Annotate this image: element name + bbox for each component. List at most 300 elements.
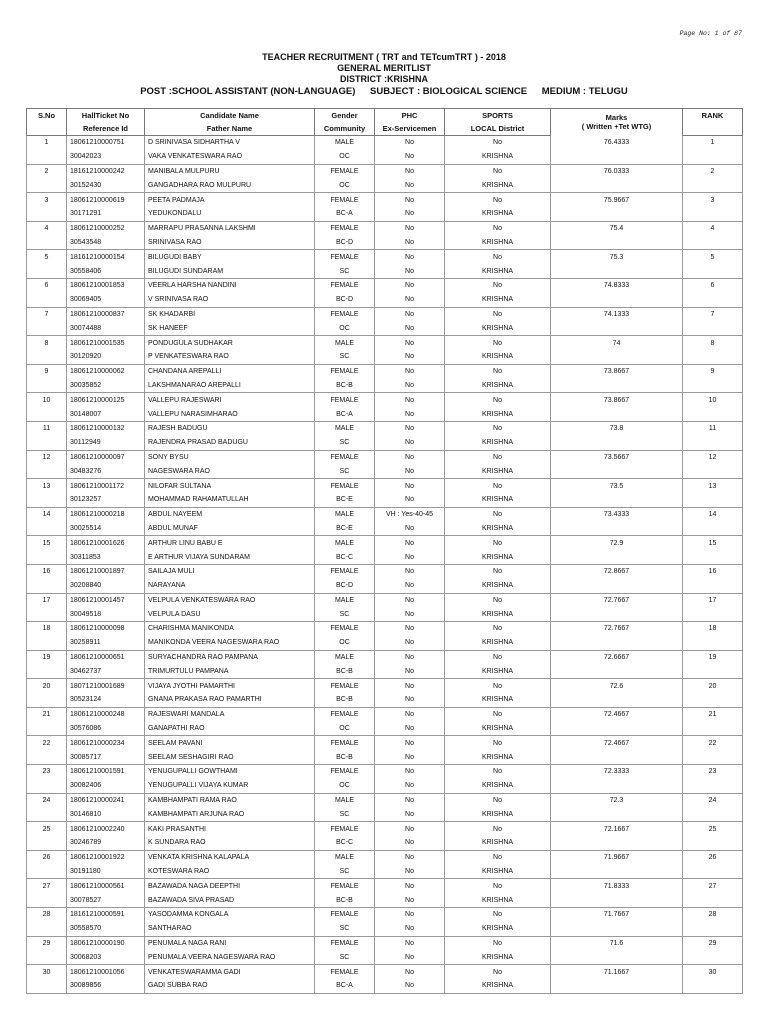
gender: FEMALE	[315, 879, 375, 893]
phc-status: No	[375, 364, 445, 378]
serial-number: 26	[27, 850, 67, 864]
ex-servicemen-status: No	[375, 664, 445, 678]
marks-blank	[551, 379, 683, 393]
ex-servicemen-status: No	[375, 865, 445, 879]
list-title: GENERAL MERITLIST	[337, 63, 431, 73]
reference-id: 30049518	[67, 607, 145, 621]
reference-id: 30576086	[67, 722, 145, 736]
table-row	[27, 593, 743, 607]
rank-blank	[683, 722, 743, 736]
table-row	[27, 822, 743, 836]
local-district: KRISHNA	[445, 464, 551, 478]
table-row	[27, 193, 743, 207]
rank: 22	[683, 736, 743, 750]
table-row	[27, 364, 743, 378]
ex-servicemen-status: No	[375, 150, 445, 164]
hall-ticket-number: 18061210000837	[67, 307, 145, 321]
marks-blank	[551, 550, 683, 564]
ex-servicemen-status: No	[375, 950, 445, 964]
father-name: E ARTHUR VIJAYA SUNDARAM	[145, 550, 315, 564]
hall-ticket-number: 18061210001591	[67, 765, 145, 779]
hall-ticket-number: 18161210000154	[67, 250, 145, 264]
gender: FEMALE	[315, 622, 375, 636]
reference-id: 30082406	[67, 779, 145, 793]
table-row-detail	[27, 207, 743, 221]
marks-blank	[551, 836, 683, 850]
hall-ticket-number: 18061210000234	[67, 736, 145, 750]
community: OC	[315, 150, 375, 164]
reference-id: 30148007	[67, 407, 145, 421]
marks-blank	[551, 236, 683, 250]
table-row	[27, 450, 743, 464]
father-name: KOTESWARA RAO	[145, 865, 315, 879]
community: BC-B	[315, 893, 375, 907]
sports-status: No	[445, 965, 551, 979]
table-row	[27, 793, 743, 807]
serial-number: 4	[27, 221, 67, 235]
community: SC	[315, 464, 375, 478]
table-row-detail	[27, 750, 743, 764]
col-blank	[27, 122, 67, 136]
phc-status: No	[375, 850, 445, 864]
gender: FEMALE	[315, 307, 375, 321]
father-name: K SUNDARA RAO	[145, 836, 315, 850]
community: SC	[315, 436, 375, 450]
phc-status: No	[375, 707, 445, 721]
serial-blank	[27, 207, 67, 221]
sports-status: No	[445, 936, 551, 950]
rank: 18	[683, 622, 743, 636]
gender: FEMALE	[315, 908, 375, 922]
col-phc: PHC	[375, 109, 445, 123]
rank-blank	[683, 436, 743, 450]
hall-ticket-number: 18161210000591	[67, 908, 145, 922]
rank: 23	[683, 765, 743, 779]
father-name: VALLEPU NARASIMHARAO	[145, 407, 315, 421]
marks: 72.8667	[551, 564, 683, 578]
ex-servicemen-status: No	[375, 579, 445, 593]
table-row	[27, 536, 743, 550]
local-district: KRISHNA	[445, 350, 551, 364]
local-district: KRISHNA	[445, 636, 551, 650]
ex-servicemen-status: No	[375, 350, 445, 364]
hall-ticket-number: 18061210000062	[67, 364, 145, 378]
father-name: P VENKATESWARA RAO	[145, 350, 315, 364]
candidate-name: ARTHUR LINU BABU E	[145, 536, 315, 550]
phc-status: No	[375, 564, 445, 578]
table-row	[27, 650, 743, 664]
gender: MALE	[315, 850, 375, 864]
rank: 13	[683, 479, 743, 493]
community: SC	[315, 950, 375, 964]
ex-servicemen-status: No	[375, 321, 445, 335]
serial-blank	[27, 693, 67, 707]
candidate-name: VIJAYA JYOTHI PAMARTHI	[145, 679, 315, 693]
serial-blank	[27, 865, 67, 879]
gender: FEMALE	[315, 965, 375, 979]
marks: 73.8667	[551, 393, 683, 407]
rank: 3	[683, 193, 743, 207]
sports-status: No	[445, 908, 551, 922]
table-row	[27, 908, 743, 922]
community: SC	[315, 264, 375, 278]
rank-blank	[683, 236, 743, 250]
community: BC-A	[315, 207, 375, 221]
phc-status: VH : Yes-40-45	[375, 507, 445, 521]
marks-blank	[551, 321, 683, 335]
subject-label: SUBJECT : BIOLOGICAL SCIENCE	[370, 86, 528, 97]
rank-blank	[683, 807, 743, 821]
table-row	[27, 164, 743, 178]
father-name: GADI SUBBA RAO	[145, 979, 315, 993]
table-row-detail	[27, 350, 743, 364]
serial-blank	[27, 264, 67, 278]
gender: FEMALE	[315, 193, 375, 207]
community: BC-A	[315, 979, 375, 993]
phc-status: No	[375, 765, 445, 779]
reference-id: 30035852	[67, 379, 145, 393]
ex-servicemen-status: No	[375, 264, 445, 278]
father-name: SK HANEEF	[145, 321, 315, 335]
local-district: KRISHNA	[445, 750, 551, 764]
serial-number: 25	[27, 822, 67, 836]
table-row	[27, 421, 743, 435]
sports-status: No	[445, 136, 551, 150]
marks-blank	[551, 779, 683, 793]
local-district: KRISHNA	[445, 150, 551, 164]
col-marks	[551, 109, 683, 136]
local-district: KRISHNA	[445, 493, 551, 507]
table-row-detail	[27, 664, 743, 678]
father-name: PENUMALA VEERA NAGESWARA RAO	[145, 950, 315, 964]
sports-status: No	[445, 250, 551, 264]
father-name: YEDUKONDALU	[145, 207, 315, 221]
table-row	[27, 936, 743, 950]
serial-blank	[27, 922, 67, 936]
hall-ticket-number: 18061210000097	[67, 450, 145, 464]
sports-status: No	[445, 793, 551, 807]
gender: FEMALE	[315, 707, 375, 721]
sports-status: No	[445, 507, 551, 521]
rank: 5	[683, 250, 743, 264]
sports-status: No	[445, 765, 551, 779]
candidate-name: D SRINIVASA SIDHARTHA V	[145, 136, 315, 150]
rank-blank	[683, 922, 743, 936]
phc-status: No	[375, 278, 445, 292]
candidate-name: RAJESH BADUGU	[145, 421, 315, 435]
marks: 75.3	[551, 250, 683, 264]
serial-number: 5	[27, 250, 67, 264]
serial-blank	[27, 293, 67, 307]
gender: FEMALE	[315, 221, 375, 235]
gender: FEMALE	[315, 393, 375, 407]
local-district: KRISHNA	[445, 522, 551, 536]
rank-blank	[683, 264, 743, 278]
father-name: ABDUL MUNAF	[145, 522, 315, 536]
serial-number: 2	[27, 164, 67, 178]
hall-ticket-number: 18061210000561	[67, 879, 145, 893]
rank-blank	[683, 636, 743, 650]
marks: 72.1667	[551, 822, 683, 836]
reference-id: 30462737	[67, 664, 145, 678]
marks-blank	[551, 807, 683, 821]
local-district: KRISHNA	[445, 264, 551, 278]
hall-ticket-number: 18061210001172	[67, 479, 145, 493]
rank: 16	[683, 564, 743, 578]
serial-blank	[27, 493, 67, 507]
reference-id: 30042023	[67, 150, 145, 164]
sports-status: No	[445, 336, 551, 350]
candidate-name: VELPULA VENKATESWARA RAO	[145, 593, 315, 607]
local-district: KRISHNA	[445, 722, 551, 736]
serial-blank	[27, 350, 67, 364]
gender: MALE	[315, 421, 375, 435]
serial-blank	[27, 550, 67, 564]
reference-id: 30089856	[67, 979, 145, 993]
document-header	[0, 52, 768, 97]
gender: FEMALE	[315, 250, 375, 264]
gender: MALE	[315, 650, 375, 664]
reference-id: 30025514	[67, 522, 145, 536]
marks: 72.7667	[551, 622, 683, 636]
local-district: KRISHNA	[445, 893, 551, 907]
gender: FEMALE	[315, 278, 375, 292]
rank: 7	[683, 307, 743, 321]
local-district: KRISHNA	[445, 579, 551, 593]
marks: 74.8333	[551, 278, 683, 292]
community: BC-B	[315, 664, 375, 678]
rank-blank	[683, 522, 743, 536]
community: SC	[315, 922, 375, 936]
rank: 15	[683, 536, 743, 550]
phc-status: No	[375, 307, 445, 321]
rank-blank	[683, 493, 743, 507]
father-name: NAGESWARA RAO	[145, 464, 315, 478]
sports-status: No	[445, 822, 551, 836]
ex-servicemen-status: No	[375, 779, 445, 793]
gender: FEMALE	[315, 679, 375, 693]
phc-status: No	[375, 822, 445, 836]
marks: 73.5667	[551, 450, 683, 464]
phc-status: No	[375, 793, 445, 807]
marks-blank	[551, 464, 683, 478]
marks: 71.8333	[551, 879, 683, 893]
marks-blank	[551, 207, 683, 221]
sports-status: No	[445, 164, 551, 178]
reference-id: 30246789	[67, 836, 145, 850]
hall-ticket-number: 18061210000132	[67, 421, 145, 435]
ex-servicemen-status: No	[375, 693, 445, 707]
rank-blank	[683, 893, 743, 907]
marks: 71.9667	[551, 850, 683, 864]
serial-blank	[27, 178, 67, 192]
sports-status: No	[445, 278, 551, 292]
serial-number: 12	[27, 450, 67, 464]
father-name: VELPULA DASU	[145, 607, 315, 621]
sports-status: No	[445, 421, 551, 435]
table-row	[27, 707, 743, 721]
father-name: MOHAMMAD RAHAMATULLAH	[145, 493, 315, 507]
reference-id: 30068203	[67, 950, 145, 964]
candidate-name: YENUGUPALLI GOWTHAMI	[145, 765, 315, 779]
hall-ticket-number: 18061210000651	[67, 650, 145, 664]
serial-number: 19	[27, 650, 67, 664]
community: SC	[315, 865, 375, 879]
candidate-name: CHARISHMA MANIKONDA	[145, 622, 315, 636]
marks-blank	[551, 607, 683, 621]
local-district: KRISHNA	[445, 807, 551, 821]
reference-id: 30074488	[67, 321, 145, 335]
father-name: V SRINIVASA RAO	[145, 293, 315, 307]
marks-blank	[551, 893, 683, 907]
sports-status: No	[445, 536, 551, 550]
serial-number: 8	[27, 336, 67, 350]
marks-blank	[551, 150, 683, 164]
gender: FEMALE	[315, 450, 375, 464]
col-sno: S.No	[27, 109, 67, 123]
hall-ticket-number: 18061210001056	[67, 965, 145, 979]
rank-blank	[683, 150, 743, 164]
col-local-district: LOCAL District	[445, 122, 551, 136]
rank: 14	[683, 507, 743, 521]
candidate-name: RAJESWARI MANDALA	[145, 707, 315, 721]
marks-blank	[551, 979, 683, 993]
sports-status: No	[445, 593, 551, 607]
marks-blank	[551, 293, 683, 307]
sports-status: No	[445, 850, 551, 864]
serial-blank	[27, 722, 67, 736]
local-district: KRISHNA	[445, 407, 551, 421]
phc-status: No	[375, 450, 445, 464]
marks: 72.9	[551, 536, 683, 550]
col-reference-id: Reference Id	[67, 122, 145, 136]
col-candidate-name: Candidate Name	[145, 109, 315, 123]
marks-blank	[551, 636, 683, 650]
serial-blank	[27, 379, 67, 393]
local-district: KRISHNA	[445, 836, 551, 850]
candidate-name: KAKI PRASANTHI	[145, 822, 315, 836]
table-row	[27, 221, 743, 235]
table-row	[27, 136, 743, 150]
serial-number: 22	[27, 736, 67, 750]
serial-blank	[27, 236, 67, 250]
phc-status: No	[375, 193, 445, 207]
ex-servicemen-status: No	[375, 836, 445, 850]
community: BC-D	[315, 579, 375, 593]
table-row-detail	[27, 607, 743, 621]
rank-blank	[683, 865, 743, 879]
rank: 17	[683, 593, 743, 607]
ex-servicemen-status: No	[375, 236, 445, 250]
rank-blank	[683, 207, 743, 221]
ex-servicemen-status: No	[375, 893, 445, 907]
sports-status: No	[445, 650, 551, 664]
gender: FEMALE	[315, 564, 375, 578]
serial-blank	[27, 779, 67, 793]
marks-blank	[551, 693, 683, 707]
hall-ticket-number: 18061210001853	[67, 278, 145, 292]
marks: 72.6	[551, 679, 683, 693]
rank: 24	[683, 793, 743, 807]
marks: 73.8	[551, 421, 683, 435]
rank: 4	[683, 221, 743, 235]
father-name: LAKSHMANARAO AREPALLI	[145, 379, 315, 393]
candidate-name: CHANDANA AREPALLI	[145, 364, 315, 378]
serial-blank	[27, 522, 67, 536]
serial-blank	[27, 150, 67, 164]
gender: MALE	[315, 336, 375, 350]
reference-id: 30558406	[67, 264, 145, 278]
local-district: KRISHNA	[445, 178, 551, 192]
phc-status: No	[375, 650, 445, 664]
table-row	[27, 736, 743, 750]
serial-number: 10	[27, 393, 67, 407]
phc-status: No	[375, 908, 445, 922]
hall-ticket-number: 18061210000125	[67, 393, 145, 407]
community: BC-D	[315, 236, 375, 250]
rank-blank	[683, 550, 743, 564]
gender: MALE	[315, 593, 375, 607]
phc-status: No	[375, 736, 445, 750]
table-row	[27, 507, 743, 521]
candidate-name: PENUMALA NAGA RANI	[145, 936, 315, 950]
father-name: SRINIVASA RAO	[145, 236, 315, 250]
candidate-name: SK KHADARBI	[145, 307, 315, 321]
table-row	[27, 307, 743, 321]
rank: 8	[683, 336, 743, 350]
candidate-name: ABDUL NAYEEM	[145, 507, 315, 521]
serial-blank	[27, 807, 67, 821]
serial-blank	[27, 436, 67, 450]
sports-status: No	[445, 450, 551, 464]
ex-servicemen-status: No	[375, 407, 445, 421]
father-name: SEELAM SESHAGIRI RAO	[145, 750, 315, 764]
ex-servicemen-status: No	[375, 722, 445, 736]
sports-status: No	[445, 707, 551, 721]
community: SC	[315, 607, 375, 621]
marks-blank	[551, 436, 683, 450]
candidate-name: VALLEPU RAJESWARI	[145, 393, 315, 407]
col-sports: SPORTS	[445, 109, 551, 123]
local-district: KRISHNA	[445, 922, 551, 936]
rank-blank	[683, 293, 743, 307]
marks: 74	[551, 336, 683, 350]
community: BC-E	[315, 493, 375, 507]
gender: MALE	[315, 536, 375, 550]
marks: 71.6	[551, 936, 683, 950]
local-district: KRISHNA	[445, 664, 551, 678]
serial-number: 1	[27, 136, 67, 150]
rank: 2	[683, 164, 743, 178]
community: OC	[315, 178, 375, 192]
ex-servicemen-status: No	[375, 607, 445, 621]
ex-servicemen-status: No	[375, 522, 445, 536]
gender: MALE	[315, 793, 375, 807]
phc-status: No	[375, 136, 445, 150]
local-district: KRISHNA	[445, 207, 551, 221]
gender: FEMALE	[315, 164, 375, 178]
local-district: KRISHNA	[445, 436, 551, 450]
rank: 10	[683, 393, 743, 407]
ex-servicemen-status: No	[375, 207, 445, 221]
rank-blank	[683, 836, 743, 850]
ex-servicemen-status: No	[375, 293, 445, 307]
reference-id: 30483276	[67, 464, 145, 478]
hall-ticket-number: 18161210000242	[67, 164, 145, 178]
father-name: GANAPATHI RAO	[145, 722, 315, 736]
marks: 71.1667	[551, 965, 683, 979]
rank-blank	[683, 350, 743, 364]
